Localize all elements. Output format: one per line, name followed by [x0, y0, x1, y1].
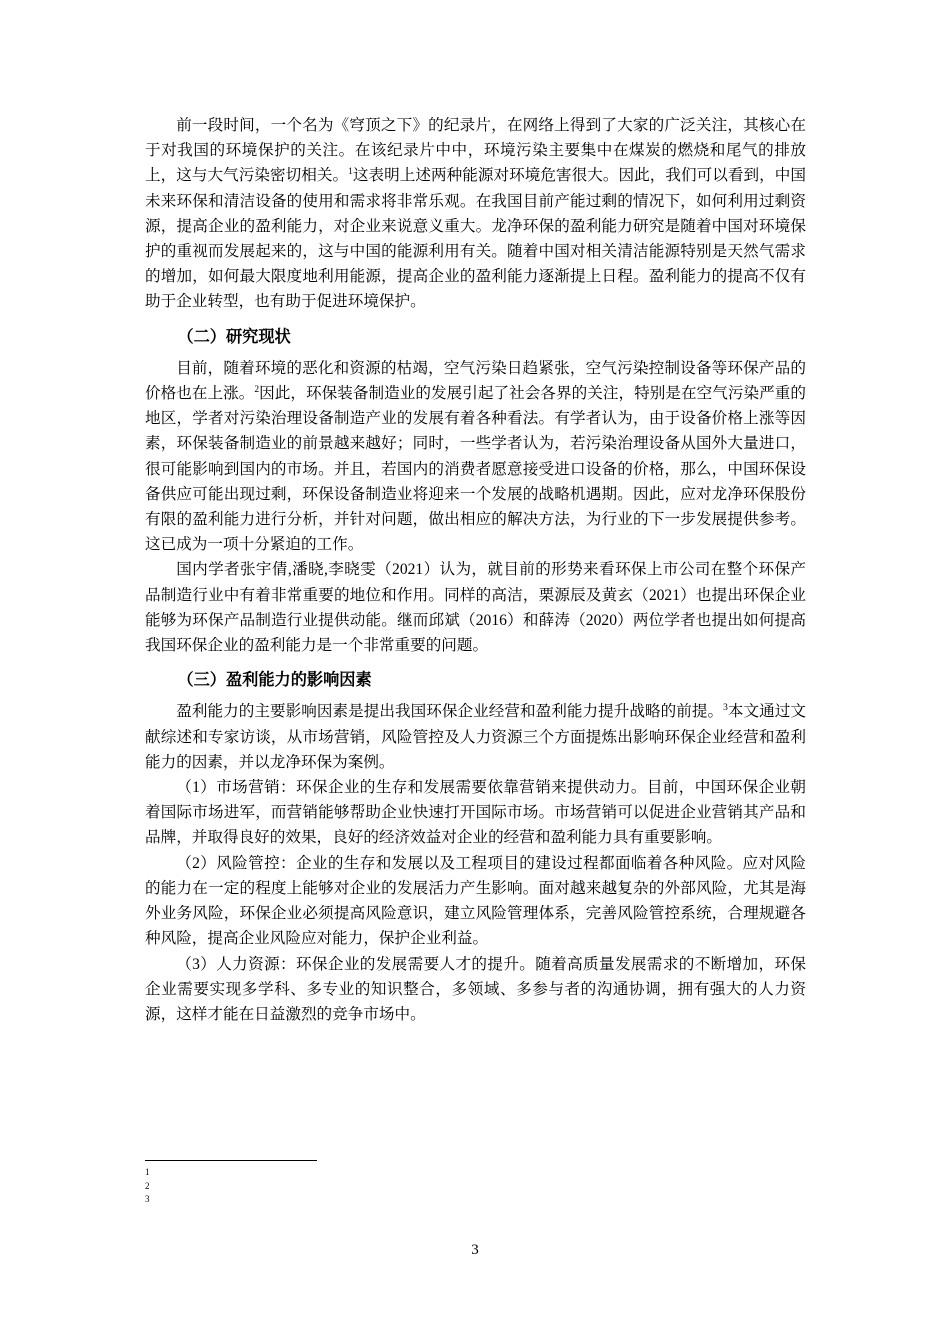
page-number: 3 [471, 1242, 479, 1258]
paragraph-intro [145, 113, 806, 315]
footnote-divider [145, 1160, 317, 1161]
paragraph-text: 目前，随着环境的恶化和资源的枯竭，空气污染日趋紧张，空气污染控制设备等环保产品的价格也在上涨。 [145, 359, 806, 403]
paragraph-research-status-2: 国内学者张宇倩,潘晓,李晓雯（2021）认为，就目前的形势来看环保上市公司在整个环保产品制造行业中有着非常重要的地位和作用。同样的高洁，栗源辰及黄玄（2021）也提出环保企业能够为环保产品制造行业提供动能。继而邱斌（2016）和薛涛（2020）两位学者也提出如何提高我国环保企业的盈利能力是一个非常重要的问题。 [145, 561, 806, 655]
footnote-ref-2: 2 [254, 384, 260, 395]
paragraph-factor-risk-control: （2）风险管控：企业的生存和发展以及工程项目的建设过程都面临着各种风险。应对风险的能力在一定的程度上能够对企业的发展活力产生影响。面对越来越复杂的外部风险，尤其是海外业务风险，环保企业必须提高风险意识，建立风险管理体系，完善风险管控系统，合理规避各种风险，提高企业风险应对能力，保护企业利益。 [145, 854, 806, 948]
footnote-ref-3: 3 [723, 703, 728, 714]
paragraph-research-status-1 [145, 356, 806, 558]
footnote-2: 2 [145, 1180, 150, 1191]
footnote-3: 3 [145, 1194, 150, 1204]
footnotes-area [145, 1160, 805, 1207]
paragraph-text: 这表明上述两种能源对环境危害很大。因此，我们可以看到，中国未来环保和清洁设备的使用和需求将非常乐观。在我国目前产能过剩的情况下，如何利用过剩资源，提高企业的盈利能力，对企业来说意义重大。龙净环保的盈利能力研究是随着中国对环境保护的重视而发展起来的，这与中国的能源利用有关。随着中国对相关清洁能源特别是天然气需求的增加，如何最大限度地利用能源，提高企业的盈利能力逐渐提上日程。盈利能力的提高不仅有助于企业转型，也有助于促进环境保护。 [145, 167, 806, 311]
paragraph-text: 盈利能力的主要影响因素是提出我国环保企业经营和盈利能力提升战略的前提。 [176, 703, 724, 721]
paragraph-factor-marketing: （1）市场营销：环保企业的生存和发展需要依靠营销来提供动力。目前，中国环保企业朝着国际市场进军，而营销能够帮助企业快速打开国际市场。市场营销可以促进企业营销其产品和品牌，并取得良好的效果，良好的经济效益对企业的经营和盈利能力具有重要影响。 [145, 779, 806, 847]
section-heading-research-status: （二）研究现状 [177, 327, 291, 346]
footnote-ref-1: 1 [348, 167, 353, 178]
paragraph-factors-intro [145, 699, 806, 775]
paragraph-text: 前一段时间，一个名为《穹顶之下》的纪录片，在网络上得到了大家的广泛关注，其核心在于对我国的环境保护的关注。在该纪录片中中，环境污染主要集中在煤炭的燃烧和尾气的排放上，这与大气污染密切相关。 [145, 117, 806, 185]
paragraph-text: 本文通过文献综述和专家访谈，从市场营销，风险管控及人力资源三个方面提炼出影响环保企业经营和盈利能力的因素，并以龙净环保为案例。 [145, 703, 806, 771]
document-body [145, 113, 806, 1027]
paragraph-factor-human-resources: （3）人力资源：环保企业的发展需要人才的提升。随着高质量发展需求的不断增加，环保企业需要实现多学科、多专业的知识整合，多领域、多参与者的沟通协调，拥有强大的人力资源，这样才能在日益激烈的竞争市场中。 [145, 955, 806, 1023]
footnote-1: 1 [145, 1167, 150, 1177]
paragraph-text: 因此，环保装备制造业的发展引起了社会各界的关注，特别是在空气污染严重的地区，学者对污染治理设备制造产业的发展有着各种看法。有学者认为，由于设备价格上涨等因素，环保装备制造业的前景越来越好；同时，一些学者认为，若污染治理设备从国外大量进口，很可能影响到国内的市场。并且，若国内的消费者愿意接受进口设备的价格，那么，中国环保设备供应可能出现过剩，环保设备制造业将迎来一个发展的战略机遇期。因此，应对龙净环保股份有限的盈利能力进行分析，并针对问题，做出相应的解决方法，为行业的下一步发展提供参考。这已成为一项十分紧迫的工作。 [145, 385, 806, 554]
section-heading-profitability-factors: （三）盈利能力的影响因素 [177, 671, 372, 690]
